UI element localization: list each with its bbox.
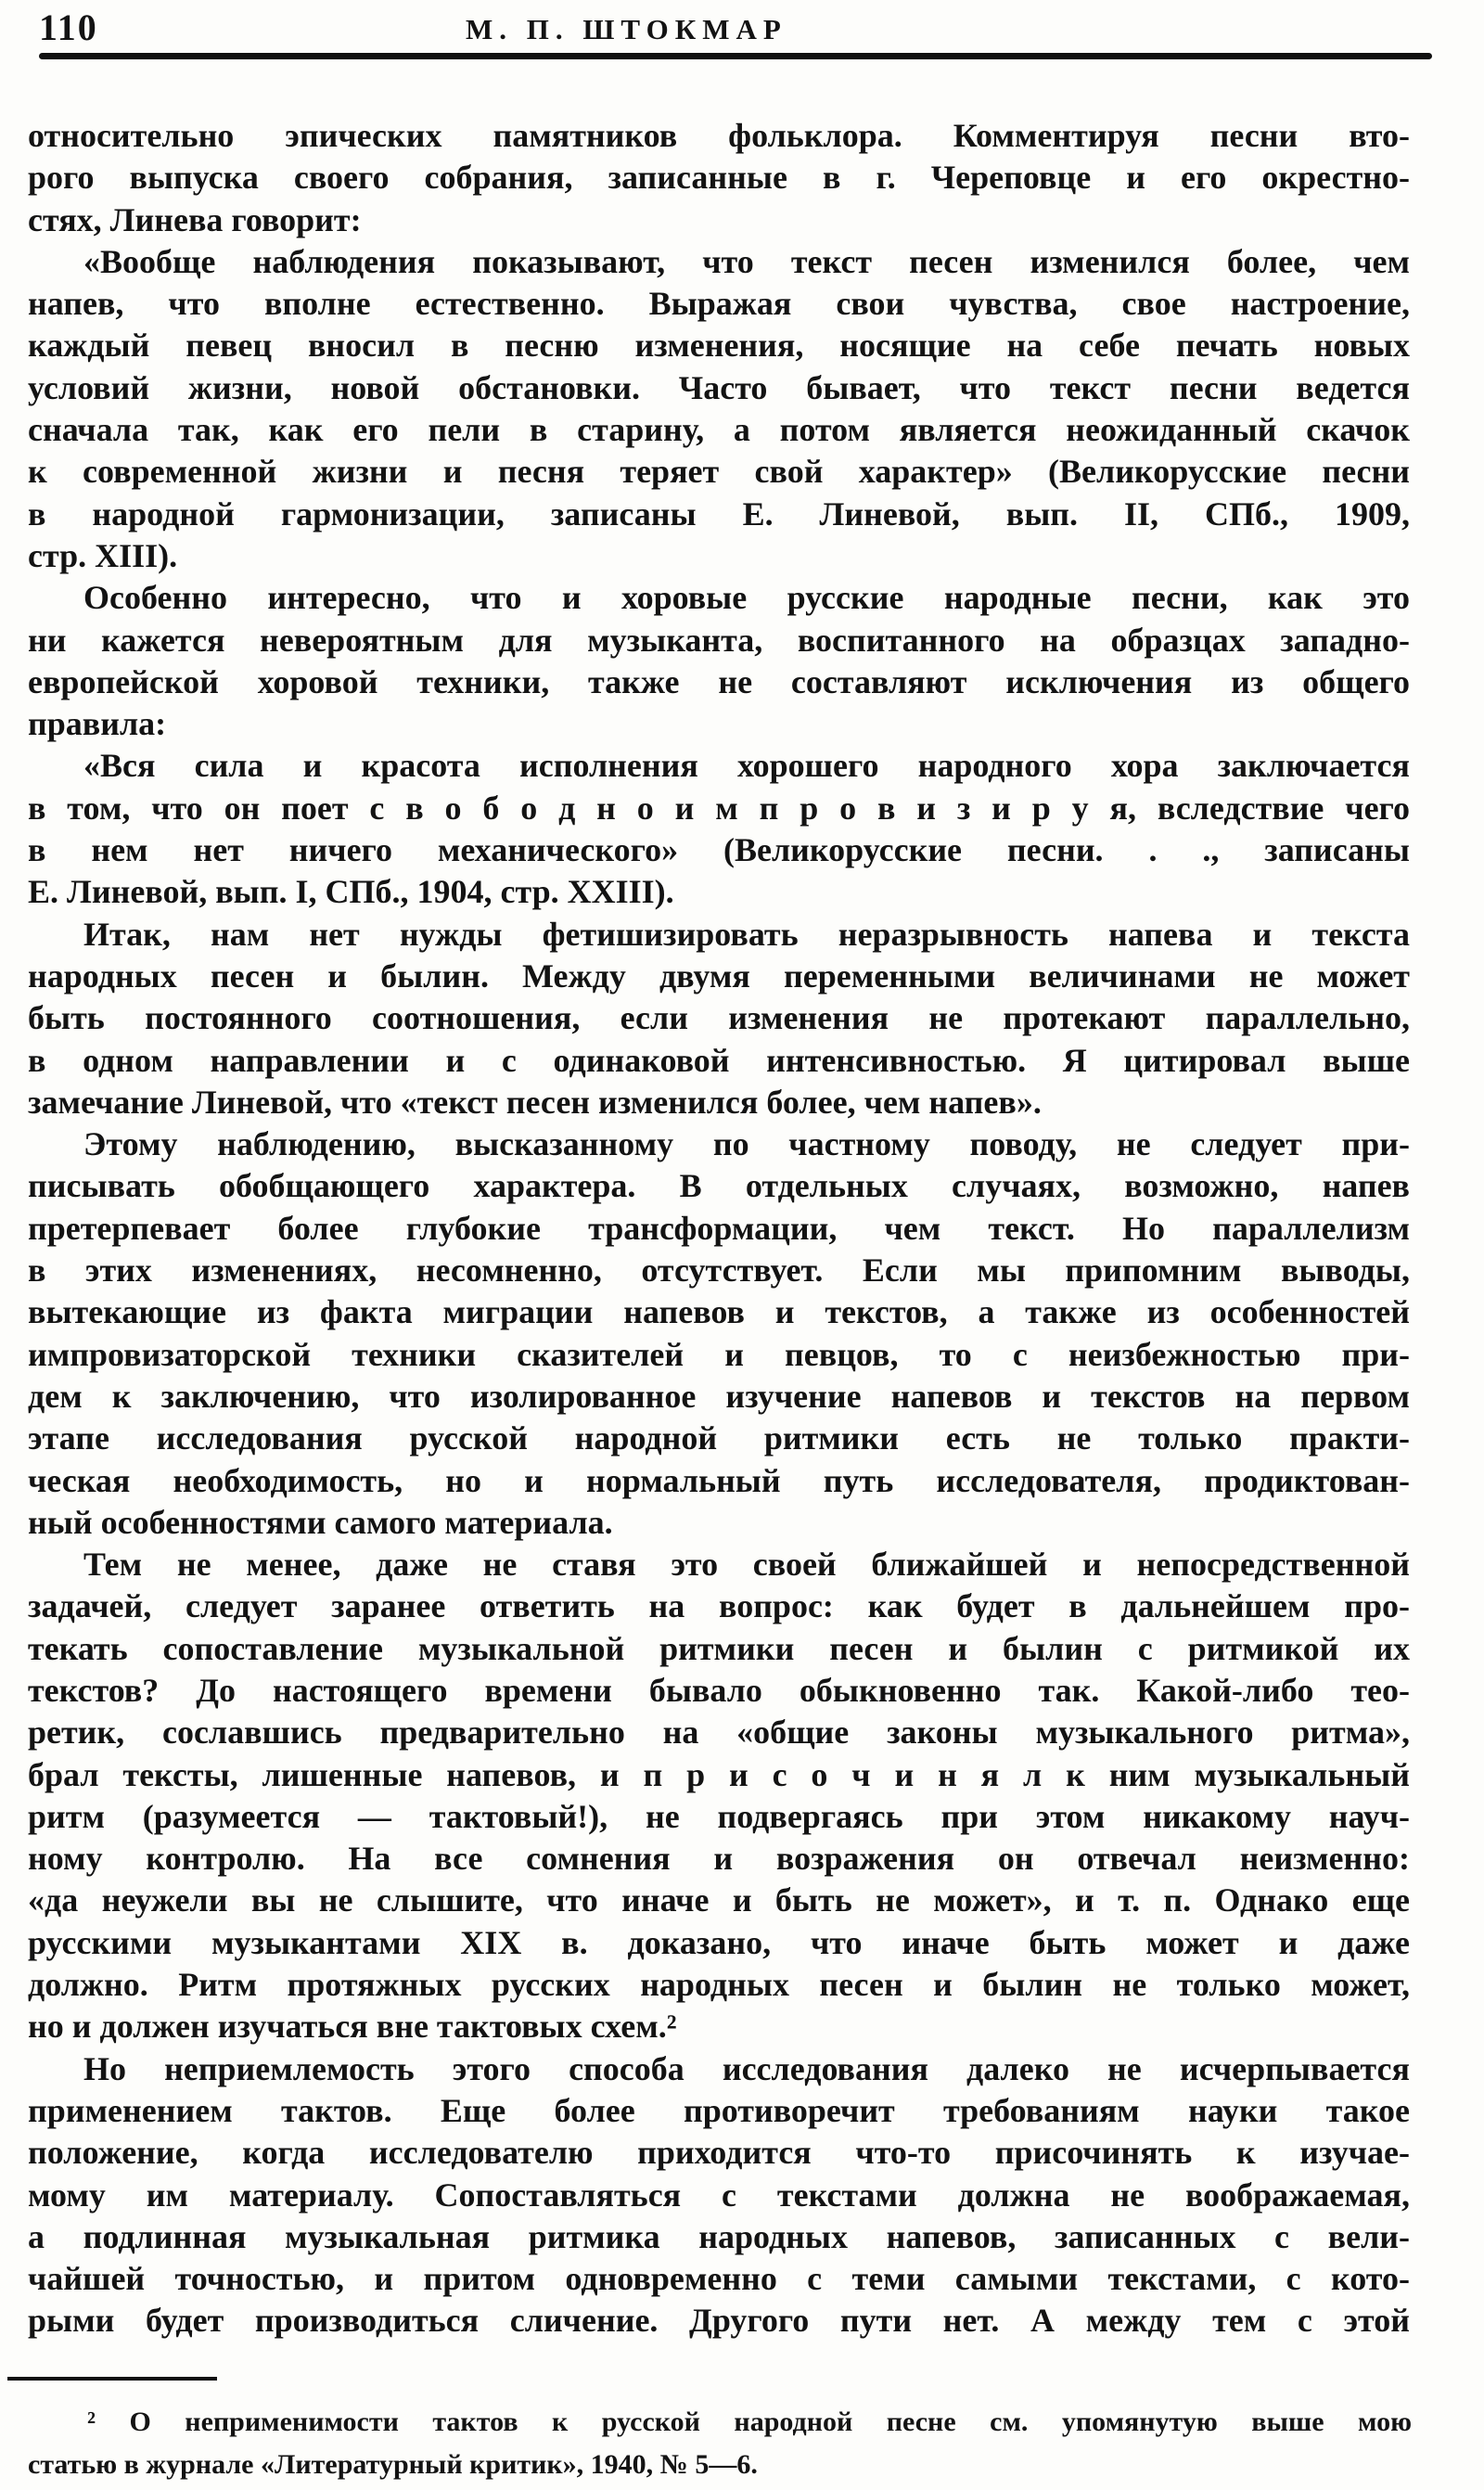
text-line: претерпевает более глубокие трансформации, чем текст. Но параллелизм	[28, 1209, 1410, 1247]
text-line: а подлинная музыкальная ритмика народных напевов, записанных с вели-	[28, 2217, 1410, 2255]
text-line: Тем не менее, даже не ставя это своей ближайшей и непосредственной	[83, 1546, 1410, 1584]
text-line: задачей, следует заранее ответить на вопрос: как будет в дальнейшем про-	[28, 1587, 1410, 1625]
text-line: ни кажется невероятным для музыканта, воспитанного на образцах западно-	[28, 621, 1410, 659]
text-line: мому им материалу. Сопоставляться с текстами должна не воображаемая,	[28, 2176, 1410, 2214]
text-line: в этих изменениях, несомненно, отсутствует. Если мы припомним выводы,	[28, 1251, 1410, 1290]
text-line: ритм (разумеется — тактовый!), не подвергаясь при этом никакому науч-	[28, 1797, 1410, 1835]
text-line: ² О неприменимости тактов к русской народной песне см. упомянутую выше мою	[87, 2407, 1412, 2437]
text-line: статью в журнале «Литературный критик», 1940, № 5—6.	[28, 2449, 758, 2480]
text-line: Итак, нам нет нужды фетишизировать неразрывность напева и текста	[83, 915, 1410, 953]
text-line: к современной жизни и песня теряет свой характер» (Великорусские песни	[28, 453, 1410, 491]
text-line: «Вообще наблюдения показывают, что текст песен изменился более, чем	[83, 242, 1410, 280]
text-line: Но неприемлемость этого способа исследования далеко не исчерпывается	[83, 2049, 1410, 2087]
text-line: народных песен и былин. Между двумя переменными величинами не может	[28, 956, 1410, 995]
text-line: вытекающие из факта миграции напевов и текстов, а также из особенностей	[28, 1293, 1410, 1331]
text-line: каждый певец вносил в песню изменения, носящие на себе печать новых	[28, 327, 1410, 365]
text-line: замечание Линевой, что «текст песен изменился более, чем напев».	[28, 1083, 1042, 1121]
text-line: текстов? До настоящего времени бывало обыкновенно так. Какой-либо тео-	[28, 1671, 1410, 1709]
text-line: положение, когда исследователю приходится что-то присочинять к изучае-	[28, 2134, 1410, 2172]
text-line: относительно эпических памятников фольклора. Комментируя песни вто-	[28, 117, 1410, 154]
text-line: но и должен изучаться вне тактовых схем.²	[28, 2008, 677, 2046]
footnote-separator	[7, 2377, 217, 2381]
text-line: в одном направлении и с одинаковой интенсивностью. Я цитировал выше	[28, 1041, 1410, 1079]
text-line: Этому наблюдению, высказанному по частному поводу, не следует при-	[83, 1125, 1410, 1163]
page-number: 110	[39, 6, 98, 48]
text-line: европейской хоровой техники, также не составляют исключения из общего	[28, 662, 1410, 700]
text-line: писывать обобщающего характера. В отдельных случаях, возможно, напев	[28, 1167, 1410, 1205]
text-line: ному контролю. На все сомнения и возражения он отвечал неизменно:	[28, 1840, 1410, 1878]
running-head: М. П. ШТОКМАР	[466, 13, 787, 45]
text-line: быть постоянного соотношения, если изменения не протекают параллельно,	[28, 999, 1410, 1037]
text-line: текать сопоставление музыкальной ритмики песен и былин с ритмикой их	[28, 1629, 1410, 1667]
text-line: Особенно интересно, что и хоровые русские народные песни, как это	[83, 579, 1410, 617]
footnote	[28, 2401, 1412, 2486]
text-line: брал тексты, лишенные напевов, и п р и с о ч и н я л к ним музыкальный	[28, 1755, 1410, 1793]
text-line: должно. Ритм протяжных русских народных песен и былин не только может,	[28, 1966, 1410, 2004]
text-line: этапе исследования русской народной ритмики есть не только практи-	[28, 1419, 1410, 1457]
text-line: импровизаторской техники сказителей и певцов, то с неизбежностью при-	[28, 1335, 1410, 1373]
text-line: «да неужели вы не слышите, что иначе и быть не может», и т. п. Однако еще	[28, 1881, 1410, 1919]
header-rule	[39, 53, 1432, 59]
text-line: в нем нет ничего механического» (Великорусские песни. . ., записаны	[28, 831, 1410, 869]
text-line: применением тактов. Еще более противоречит требованиям науки такое	[28, 2091, 1410, 2129]
text-line: ческая необходимость, но и нормальный путь исследователя, продиктован-	[28, 1461, 1410, 1499]
text-line: стях, Линева говорит:	[28, 200, 362, 238]
text-line: в том, что он поет с в о б о д н о и м п р о в и з и р у я, вследствие чего	[28, 789, 1410, 827]
text-line: сначала так, как его пели в старину, а потом является неожиданный скачок	[28, 411, 1410, 449]
text-line: правила:	[28, 705, 167, 743]
text-line: в народной гармонизации, записаны Е. Линевой, вып. II, СПб., 1909,	[28, 494, 1410, 533]
text-line: условий жизни, новой обстановки. Часто бывает, что текст песни ведется	[28, 368, 1410, 406]
text-line: русскими музыкантами XIX в. доказано, что иначе быть может и даже	[28, 1923, 1410, 1961]
text-line: рыми будет производиться сличение. Другого пути нет. А между тем с этой	[28, 2302, 1410, 2340]
text-line: ный особенностями самого материала.	[28, 1503, 613, 1541]
text-line: чайшей точностью, и притом одновременно с теми самыми текстами, с кото-	[28, 2260, 1410, 2298]
text-line: напев, что вполне естественно. Выражая свои чувства, свое настроение,	[28, 285, 1410, 323]
text-line: рого выпуска своего собрания, записанные в г. Череповце и его окрестно-	[28, 159, 1410, 197]
page-body	[28, 115, 1410, 2342]
text-line: дем к заключению, что изолированное изучение напевов и текстов на первом	[28, 1377, 1410, 1415]
text-line: ретик, сославшись предварительно на «общие законы музыкального ритма»,	[28, 1713, 1410, 1752]
text-line: «Вся сила и красота исполнения хорошего народного хора заключается	[83, 747, 1410, 785]
text-line: стр. XIII).	[28, 536, 178, 574]
text-line: Е. Линевой, вып. I, СПб., 1904, стр. XXIII).	[28, 873, 674, 911]
